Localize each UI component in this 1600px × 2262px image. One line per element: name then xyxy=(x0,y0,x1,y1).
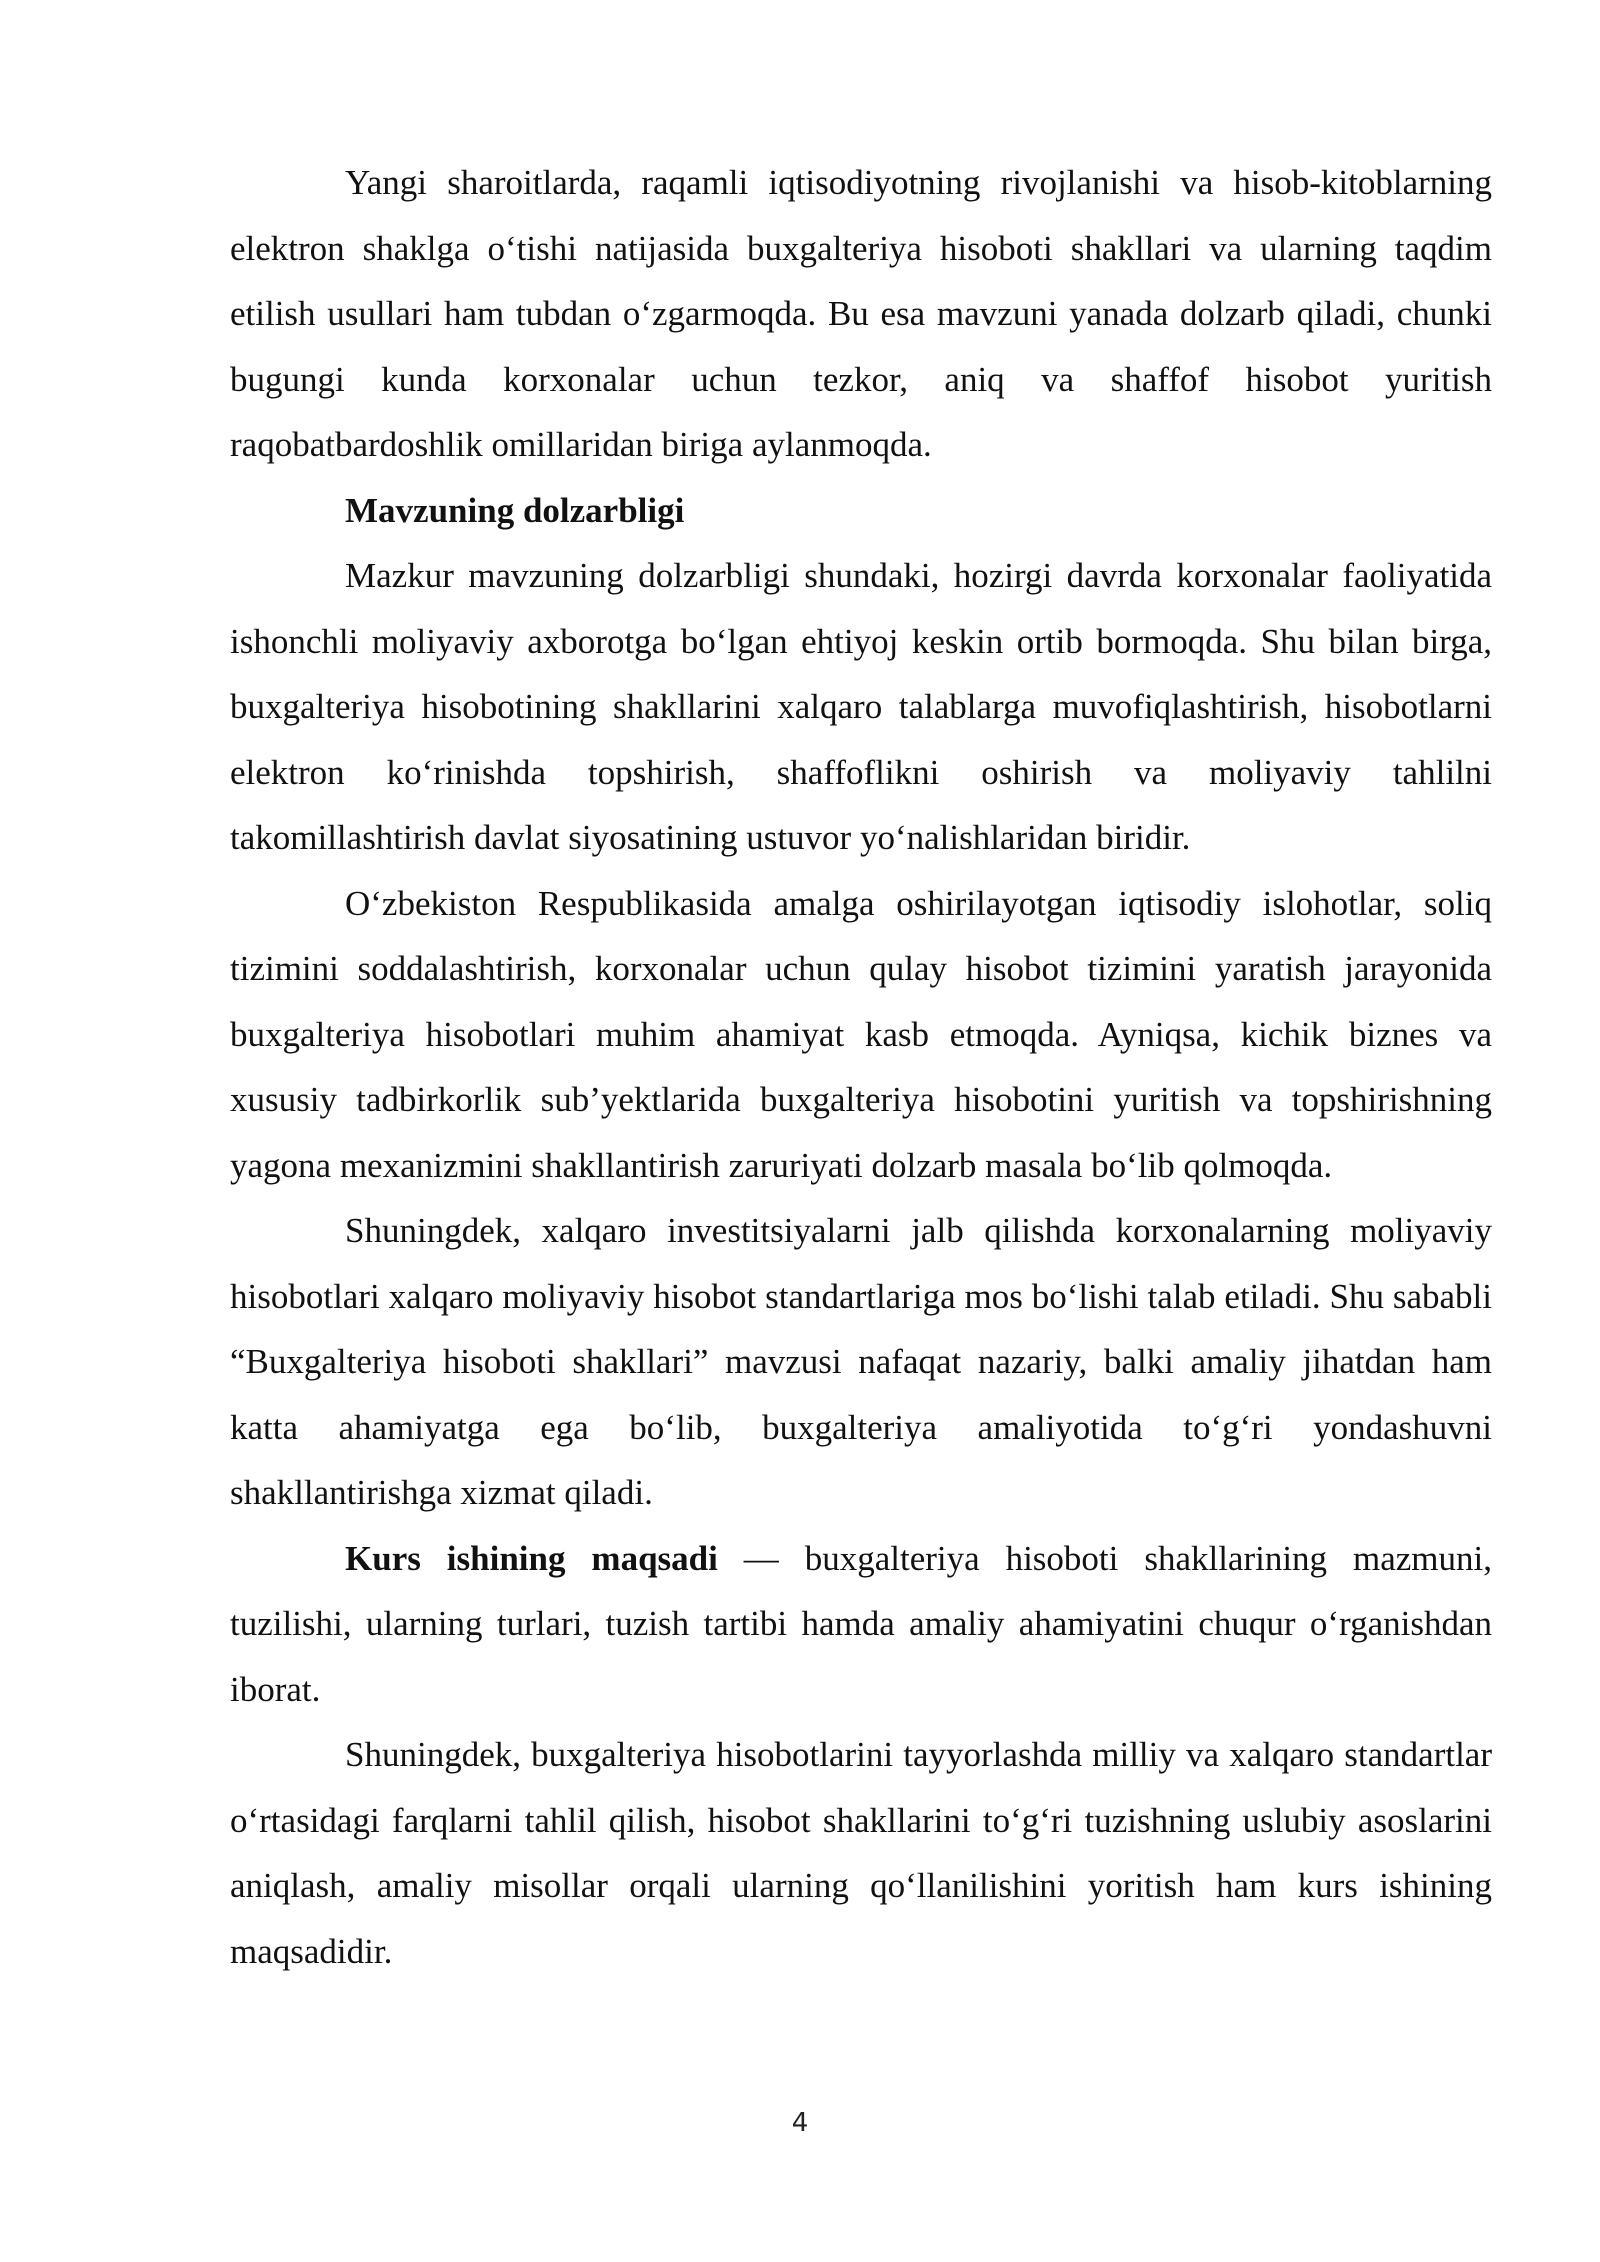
page-number: 4 xyxy=(791,2108,809,2138)
paragraph-goal-extra: Shuningdek, buxgalteriya hisobotlarini tayyorlashda milliy va xalqaro standartlar o‘rtasidagi farqlarni tahlil qilish, hisobot shakllarini to‘g‘ri tuzishning uslubiy asoslarini aniqlash, amaliy misollar orqali ularning qo‘llanilishini yoritish ham kurs ishining maqsadidir. xyxy=(230,1735,1492,1971)
paragraph-investments: Shuningdek, xalqaro investitsiyalarni jalb qilishda korxonalarning moliyaviy hisobotlari xalqaro moliyaviy hisobot standartlariga mos bo‘lishi talab etiladi. Shu sababli “Buxgalteriya hisoboti shakllari” mavzusi nafaqat nazariy, balki amaliy jihatdan ham katta ahamiyatga ega bo‘lib, buxgalteriya amaliyotida to‘g‘ri yondashuvni shakllantirishga xizmat qiladi. xyxy=(230,1211,1492,1512)
paragraph-reforms: O‘zbekiston Respublikasida amalga oshirilayotgan iqtisodiy islohotlar, soliq tizimini soddalashtirish, korxonalar uchun qulay hisobot tizimini yaratish jarayonida buxgalteriya hisobotlari muhim ahamiyat kasb etmoqda. Ayniqsa, kichik biznes va xususiy tadbirkorlik sub’yektlarida buxgalteriya hisobotini yuritish va topshirishning yagona mexanizmini shakllantirish zaruriyati dolzarb masala bo‘lib qolmoqda. xyxy=(230,883,1492,1185)
goal-text: — buxgalteriya hisoboti shakllarining mazmuni, tuzilishi, ularning turlari, tuzish tartibi hamda amaliy ahamiyatini chuqur o‘rganishdan iborat. xyxy=(230,1538,1492,1709)
paragraph-relevance: Mazkur mavzuning dolzarbligi shundaki, hozirgi davrda korxonalar faoliyatida ishonchli moliyaviy axborotga bo‘lgan ehtiyoj keskin ortib bormoqda. Shu bilan birga, buxgalteriya hisobotining shakllarini xalqaro talablarga muvofiqlashtirish, hisobotlarni elektron ko‘rinishda topshirish, shaffoflikni oshirish va moliyaviy tahlilni takomillashtirish davlat siyosatining ustuvor yo‘nalishlaridan biridir. xyxy=(230,556,1492,857)
document-body xyxy=(230,150,1492,1984)
goal-label: Kurs ishining maqsadi xyxy=(345,1538,718,1578)
paragraph-intro: Yangi sharoitlarda, raqamli iqtisodiyotning rivojlanishi va hisob-kitoblarning elektron shaklga o‘tishi natijasida buxgalteriya hisoboti shakllari va ularning taqdim etilish usullari ham tubdan o‘zgarmoqda. Bu esa mavzuni yanada dolzarb qiladi, chunki bugungi kunda korxonalar uchun tezkor, aniq va shaffof hisobot yuritish raqobatbardoshlik omillaridan biriga aylanmoqda. xyxy=(230,163,1492,464)
paragraph-goal xyxy=(230,1526,1492,1723)
heading-relevance: Mavzuning dolzarbligi xyxy=(345,490,685,530)
